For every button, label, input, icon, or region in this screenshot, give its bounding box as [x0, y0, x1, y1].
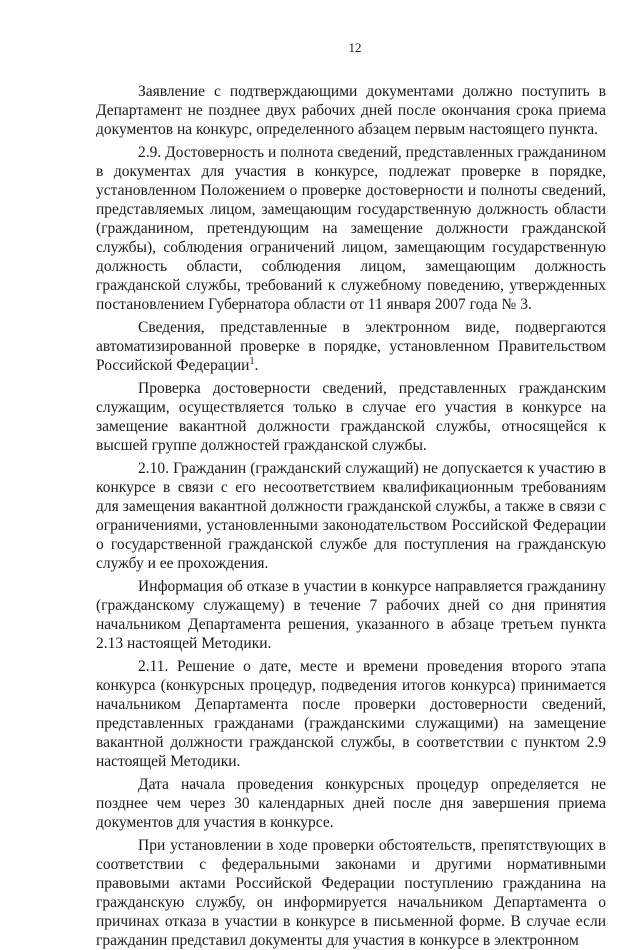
paragraph-2-9-verification: 2.9. Достоверность и полнота сведений, представленных гражданином в документах для участия в конкурсе, подлежат проверке в порядке, установленном Положением о проверке достоверности и полноты сведений, представляемых лицом, замещающим государственную должность области (гражданином, претендующим на замещение должности гражданской службы), соблюдения ограничений лицом, замещающим государственную должность области, соблюдения лицом, замещающим должность гражданской службы, требований к служебному поведению, утвержденных постановлением Губернатора области от 11 января 2007 года № 3. [96, 144, 606, 313]
paragraph-obstacles: При установлении в ходе проверки обстоятельств, препятствующих в соответствии с федеральными законами и другими нормативными правовыми актами Российской Федерации поступлению гражданина на гражданскую службу, он информируется начальником Департамента о причинах отказа в участии в конкурсе в письменной форме. В случае если гражданин представил документы для участия в конкурсе в электронном [96, 837, 606, 949]
paragraph-2-10-not-admitted: 2.10. Гражданин (гражданский служащий) не допускается к участию в конкурсе в связи с его несоответствием квалификационным требованиям для замещения вакантной должности гражданской службы, а также в связи с ограничениями, установленными законодательством Российской Федерации о государственной гражданской службе для поступления на гражданскую службу и ее прохождения. [96, 460, 606, 572]
paragraph-procedure-start-date: Дата начала проведения конкурсных процедур определяется не позднее чем через 30 календарных дней после дня завершения приема документов для участия в конкурсе. [96, 776, 606, 831]
paragraph-application-deadline: Заявление с подтверждающими документами должно поступить в Департамент не позднее двух рабочих дней после окончания срока приема документов на конкурс, определенного абзацем первым настоящего пункта. [96, 83, 606, 138]
paragraph-electronic-verification-text: Сведения, представленные в электронном виде, подвергаются автоматизированной проверке в порядке, установленном Правительством Российской Федерации [96, 319, 606, 374]
footnote-mark: 1 [249, 355, 255, 367]
paragraph-electronic-verification-tail: . [254, 357, 259, 374]
paragraph-2-11-decision: 2.11. Решение о дате, месте и времени проведения второго этапа конкурса (конкурсных процедур, подведения итогов конкурса) принимается начальником Департамента после проверки достоверности сведений, представленных гражданами (гражданскими служащими) на замещение вакантной должности гражданской службы, в соответствии с пунктом 2.9 настоящей Методики. [96, 658, 606, 770]
paragraph-civil-servant-check: Проверка достоверности сведений, представленных гражданским служащим, осуществляется только в случае его участия в конкурсе на замещение вакантной должности гражданской службы, относящейся к высшей группе должностей гражданской службы. [96, 380, 606, 454]
paragraph-refusal-information: Информация об отказе в участии в конкурсе направляется гражданину (гражданскому служащему) в течение 7 рабочих дней со дня принятия начальником Департамента решения, указанного в абзаце третьем пункта 2.13 настоящей Методики. [96, 578, 606, 652]
page-number: 12 [348, 40, 362, 55]
paragraph-electronic-verification [96, 318, 606, 375]
